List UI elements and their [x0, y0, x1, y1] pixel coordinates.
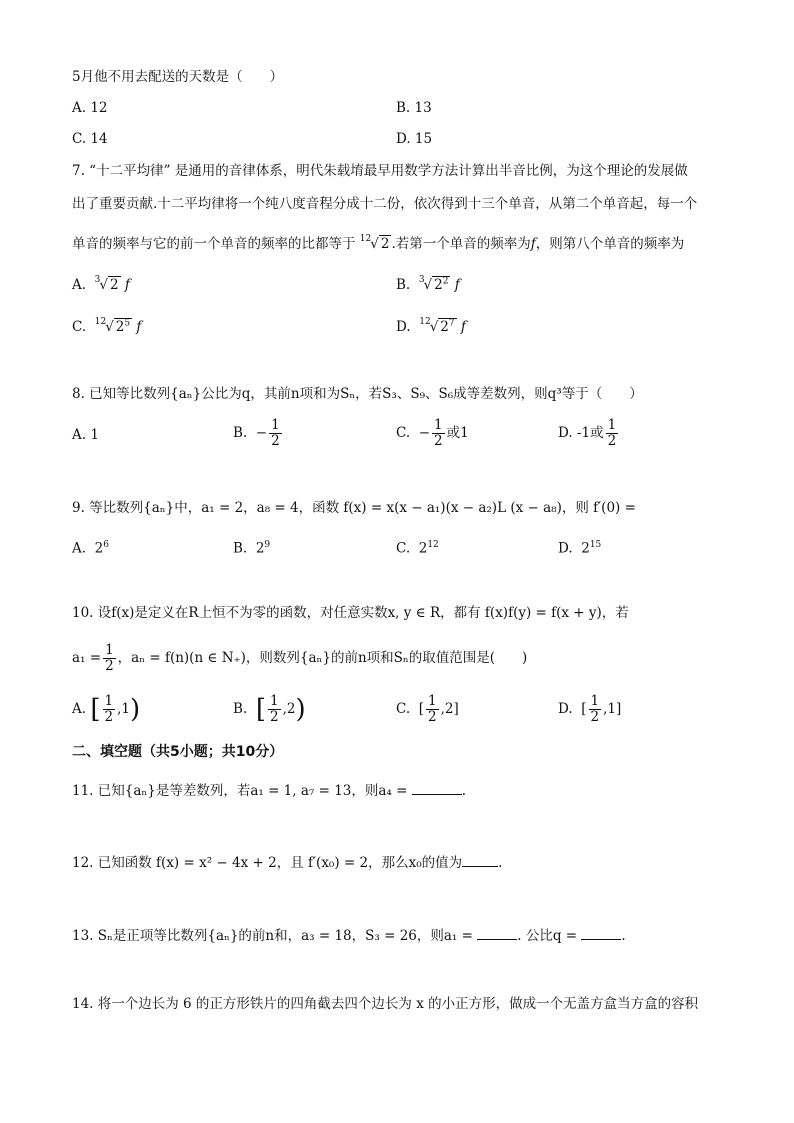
q6-option-a: A. 12 [72, 100, 108, 116]
option-letter: B. [233, 425, 248, 441]
option-letter: A. [72, 540, 87, 557]
answer-blank[interactable] [462, 866, 498, 867]
q9-question: 9. 等比数列{aₙ}中，a₁ = 2，a₈ = 4，函数 f(x) = x(x − a₁)(x − a₂)L (x − a₈)，则 f′(0) = [72, 500, 636, 516]
base: 2 [418, 540, 428, 557]
q7-line3 [72, 229, 684, 254]
f-symbol: f [454, 277, 460, 293]
option-text: D. -1或 [558, 425, 604, 441]
exponent: 2 [442, 276, 449, 287]
exponent: 6 [103, 540, 109, 550]
q10-line2 [72, 643, 527, 674]
radicand: 2 [115, 319, 125, 335]
interval-open: [ [418, 701, 425, 717]
q10-line1: 10. 设f(x)是定义在R上恒不为零的函数，对任意实数x, y ∈ R，都有 f(x)f(y) = f(x + y)，若 [72, 605, 629, 621]
q8-question: 8. 已知等比数列{aₙ}公比为q，其前n项和为Sₙ，若S₃、S₉、S₆成等差数列，则q³等于（ ） [72, 386, 643, 402]
radical-index: 12 [94, 317, 107, 327]
numerator: 1 [434, 417, 443, 433]
answer-blank-q[interactable] [581, 939, 621, 940]
q11-text: 11. 已知{aₙ}是等差数列，若a₁ = 1, a₇ = 13，则a₄ = [72, 783, 412, 799]
option-letter: D. [396, 319, 411, 335]
option-letter: B. [233, 540, 248, 557]
radical: $^3$√ $2^2$ [418, 275, 449, 293]
q7-f-symbol: f [530, 236, 536, 252]
denominator: 2 [607, 433, 617, 449]
radicand: 2 [440, 319, 449, 335]
radical-index: 12 [359, 234, 372, 244]
f-symbol: f [124, 277, 130, 293]
fraction [269, 418, 282, 449]
interval-open: [ [581, 701, 587, 717]
radicand: 2 [434, 277, 443, 293]
q12-text: 12. 已知函数 f(x) = x² − 4x + 2，且 f′(x₀) = 2，那么x₀的值为 [72, 855, 463, 871]
option-letter: C. [396, 425, 411, 441]
q10-option-a: A. [ $\frac{1}{2}$ ,1) [72, 693, 141, 725]
radical-index: 12 [419, 317, 431, 327]
q6-option-b: B. 13 [396, 100, 432, 116]
interval-tail: ,2 [282, 701, 296, 717]
q7-option-a [72, 270, 130, 295]
q8-option-d [558, 418, 620, 449]
q7-option-d [396, 312, 466, 337]
numerator: 1 [105, 642, 114, 658]
numerator: 1 [104, 693, 114, 709]
fraction [426, 694, 439, 725]
answer-blank-a1[interactable] [477, 939, 517, 940]
q12-question [72, 853, 502, 873]
denominator: 2 [434, 433, 443, 449]
q7-line3-text-c: ，则第八个单音的频率为 [535, 236, 685, 252]
denominator: 2 [271, 433, 280, 449]
q6-option-d: D. 15 [396, 131, 433, 147]
q8-option-c: C. − $\frac{1}{2}$ 或1 [396, 417, 469, 449]
base: 2 [94, 540, 104, 557]
option-letter: C. [396, 540, 411, 557]
fraction [606, 418, 619, 449]
option-letter: C. [72, 319, 87, 335]
q10-a1: a₁ = [72, 650, 102, 666]
q7-line2: 出了重要贡献.十二平均律将一个纯八度音程分成十二份，依次得到十三个单音，从第二个单音起，每一个 [72, 196, 698, 212]
exponent: 15 [589, 540, 602, 550]
q7-line3-text-b: .若第一个单音的频率为 [391, 236, 531, 252]
radical: $^{12}$√ $2^7$ [419, 317, 455, 335]
denominator: 2 [428, 709, 437, 725]
interval-tail: ,2] [440, 701, 459, 717]
q7-option-c [72, 312, 141, 337]
q13-text: 13. Sₙ是正项等比数列{aₙ}的前n和，a₃ = 18，S₃ = 26，则a₁ = [72, 928, 478, 944]
radical-index: 3 [94, 275, 101, 285]
q12-end: . [498, 855, 503, 871]
radicand: 2 [109, 277, 119, 293]
option-letter: D. [558, 540, 573, 557]
radicand: 2 [380, 236, 390, 252]
q10-option-c [396, 694, 459, 725]
denominator: 2 [105, 658, 114, 674]
q10-option-d [558, 694, 621, 725]
q8-option-a: A. 1 [72, 427, 99, 443]
numerator: 1 [271, 417, 280, 433]
numerator: 1 [607, 417, 617, 433]
q13-mid: . 公比q = [517, 928, 582, 944]
exponent: 7 [448, 318, 455, 329]
base: 2 [255, 540, 265, 557]
option-letter: C. [396, 701, 411, 717]
numerator: 1 [590, 693, 600, 709]
q9-option-b [233, 535, 270, 559]
radical: $^{12}$√ $2^5$ [94, 317, 131, 335]
base: 2 [581, 540, 590, 557]
q7-ratio-radical: $^{12}$√ 2 [359, 234, 390, 252]
q8-option-b: B. − $\frac{1}{2}$ [233, 417, 280, 449]
denominator: 2 [104, 709, 114, 725]
q7-option-b [396, 270, 460, 295]
q9-option-a [72, 535, 109, 559]
q11-end: . [461, 783, 467, 799]
radical: $^3$√ 2 [94, 275, 119, 293]
fraction [589, 694, 602, 725]
f-symbol: f [460, 319, 466, 335]
q10-line2-text: ，aₙ = f(n)(n ∈ N₊)，则数列{aₙ}的前n项和Sₙ的取值范围是( ) [117, 650, 528, 666]
fraction [103, 694, 116, 725]
q7-line3-text-a: 单音的频率与它的前一个单音的频率的比都等于 [72, 236, 356, 252]
denominator: 2 [590, 709, 600, 725]
q6-tail: 5月他不用去配送的天数是（ ） [72, 69, 284, 85]
q13-end: . [621, 928, 626, 944]
q11-question [72, 781, 466, 801]
fraction [432, 418, 445, 449]
q14-question: 14. 将一个边长为 6 的正方形铁片的四角截去四个边长为 x 的小正方形，做成一个无盖方盒当方盒的容积 [72, 996, 699, 1012]
interval-tail: ,1 [117, 701, 130, 717]
option-letter: A. [72, 701, 87, 717]
radical-index: 3 [418, 275, 425, 285]
q9-option-d [558, 535, 601, 559]
fraction [268, 694, 281, 725]
q13-question [72, 926, 626, 946]
q7-line1: 7. “十二平均律” 是通用的音律体系，明代朱载堉最早用数学方法计算出半音比例，为这个理论的发展做 [72, 163, 688, 179]
numerator: 1 [428, 693, 437, 709]
f-symbol: f [136, 319, 142, 335]
answer-blank[interactable] [412, 794, 462, 795]
q9-option-c [396, 535, 439, 559]
option-letter: A. [72, 277, 87, 293]
fraction [103, 643, 116, 674]
exponent: 9 [264, 540, 271, 550]
numerator: 1 [269, 693, 279, 709]
option-letter: B. [233, 701, 248, 717]
interval-tail: ,1] [603, 701, 622, 717]
q10-option-b: B. [ $\frac{1}{2}$ ,2) [233, 693, 306, 725]
section-heading: 二、填空题（共5小题；共10分） [72, 744, 284, 760]
option-letter: D. [558, 701, 573, 717]
option-tail: 或1 [446, 425, 469, 441]
exponent: 12 [427, 540, 439, 550]
denominator: 2 [269, 709, 279, 725]
q6-option-c: C. 14 [72, 131, 108, 147]
exponent: 5 [124, 318, 131, 329]
option-letter: B. [396, 277, 411, 293]
